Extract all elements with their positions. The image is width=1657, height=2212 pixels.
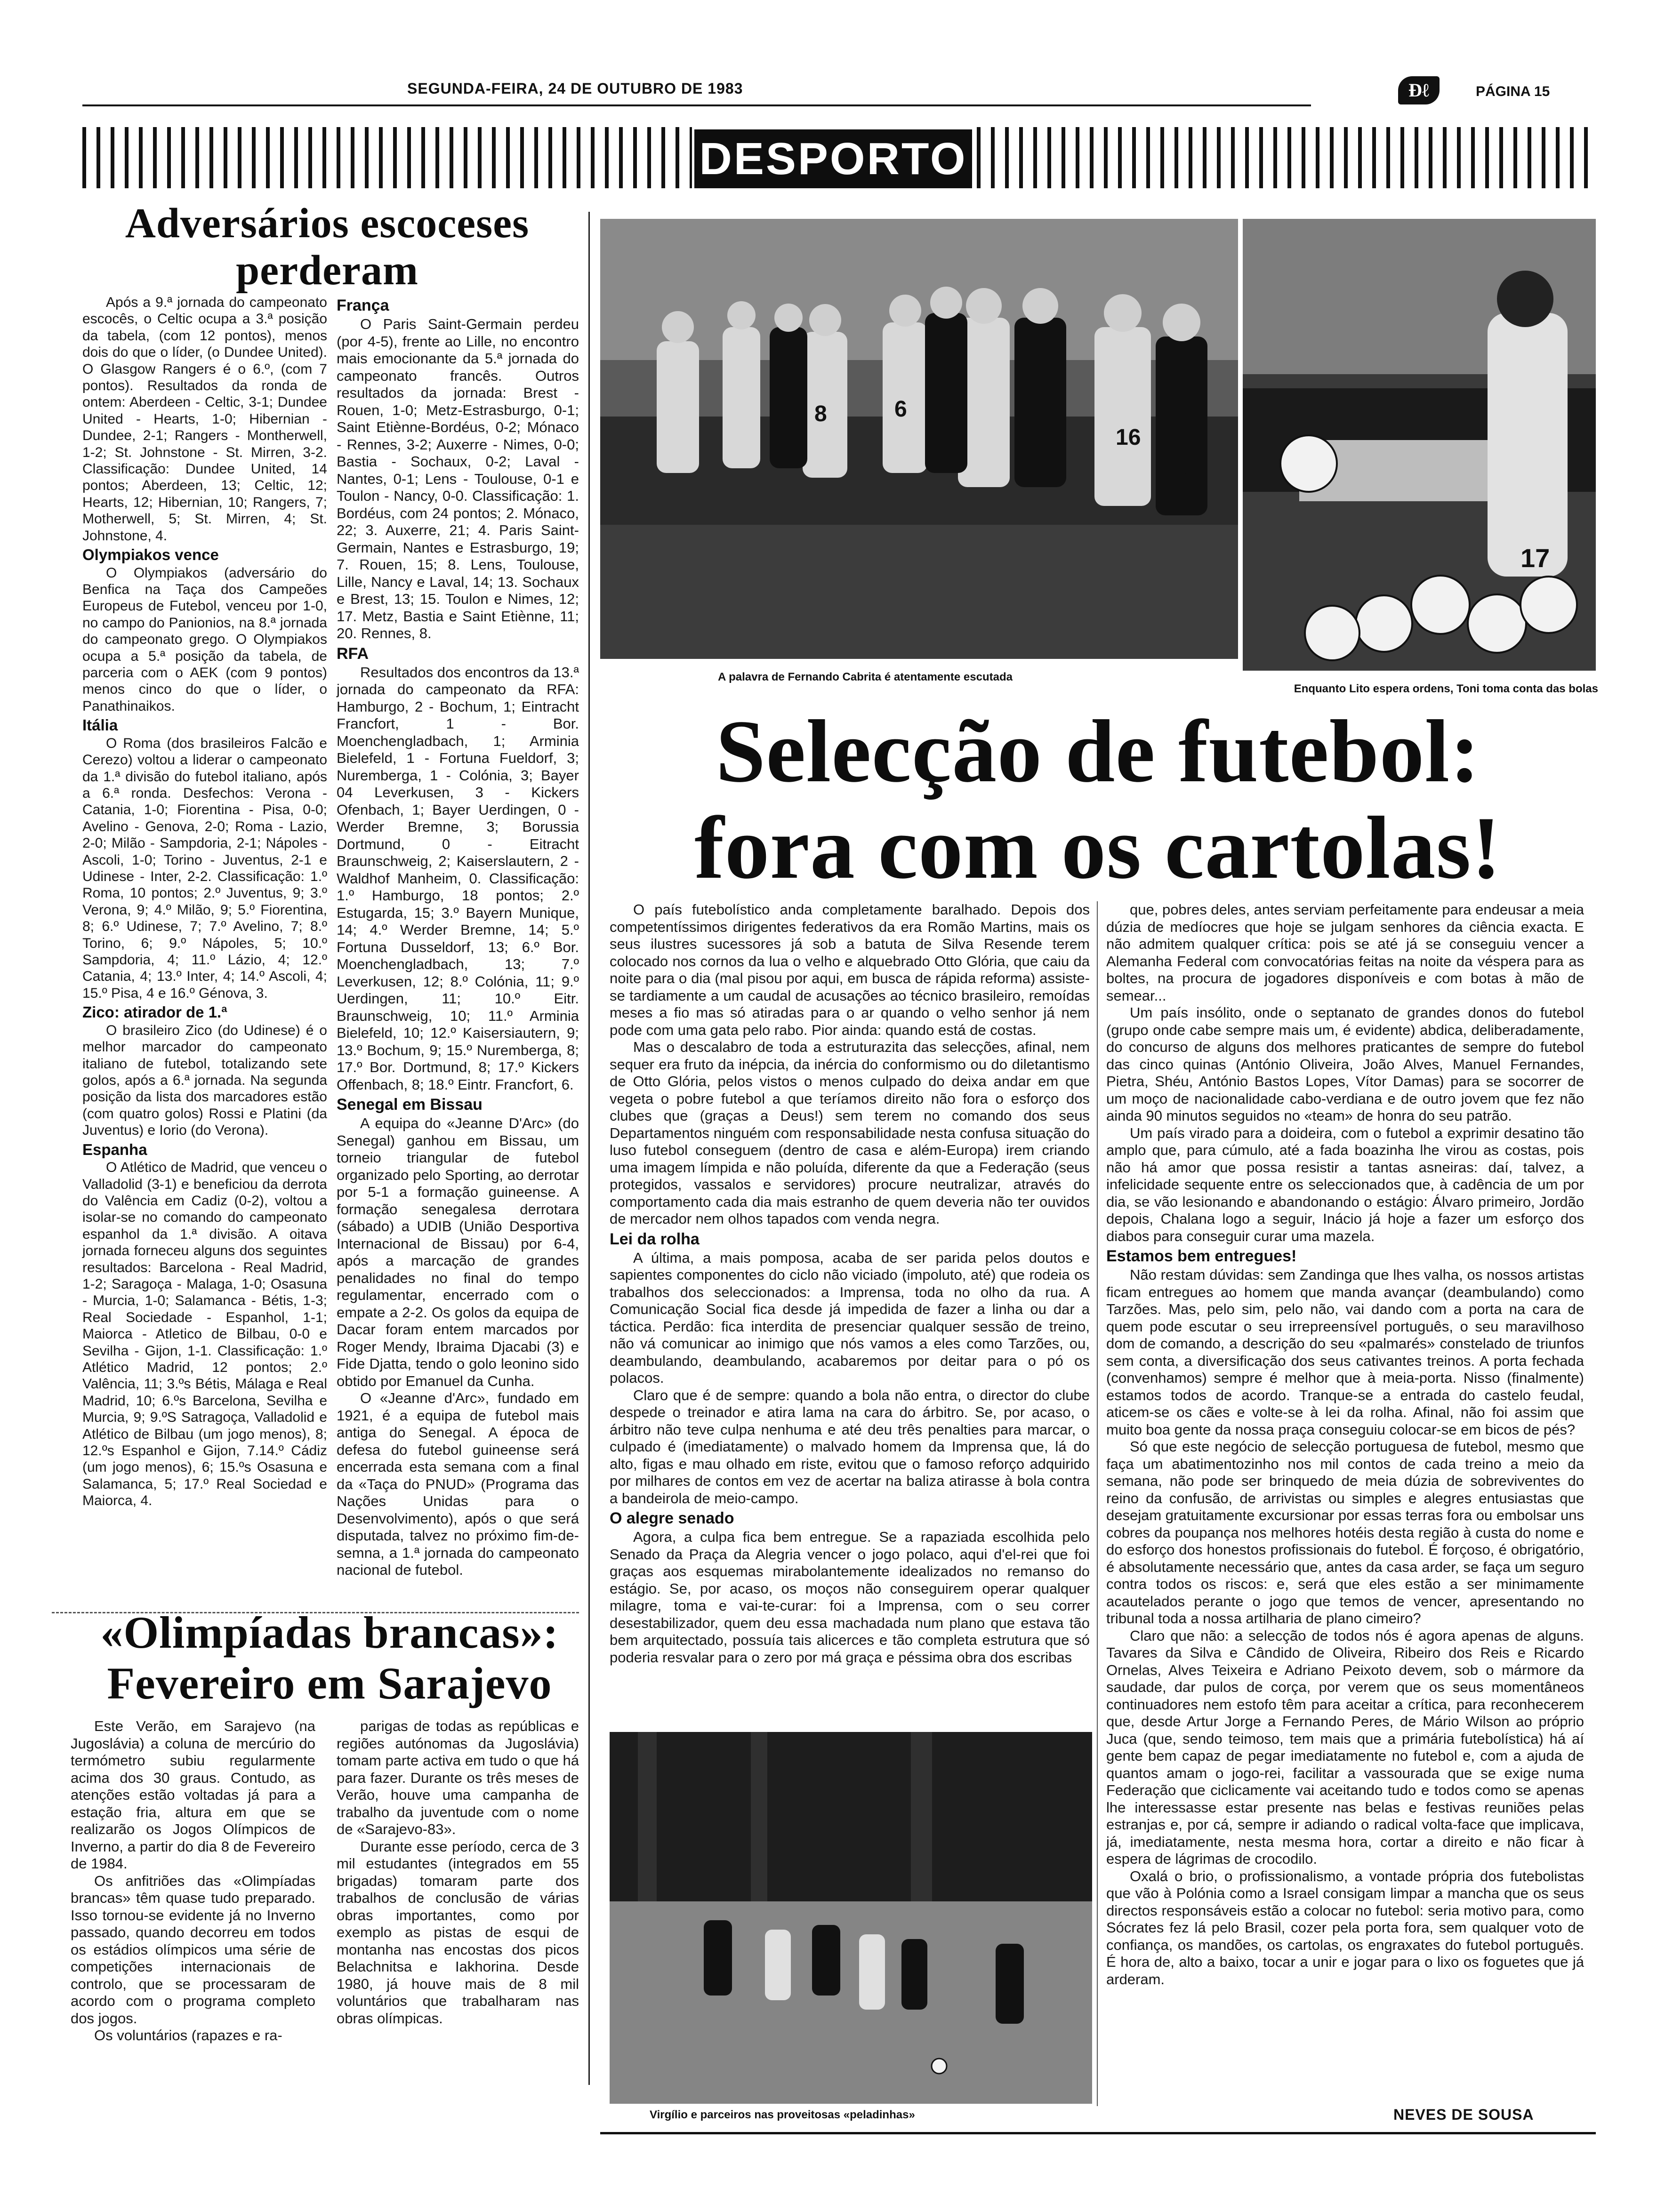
paragraph: Os voluntários (rapazes e ra- <box>94 2027 282 2044</box>
section-banner-right <box>977 127 1596 188</box>
paragraph: Mas o descalabro de toda a estruturazita das selecções, afinal, nem sequer era fruto da inépcia, da inércia do conformismo ou do diletantismo de Otto Glória, pelos vistos o menos culpado do deixa andar em que vegeta o pobre futebol a que teríamos direito não fora o esforço dos clubes que (graças a Deus!) sem terem no comando dos seus Departamentos ninguém com responsabilidade nesta confusa situação do luso futebol conseguem (dentro de casa e além-Europa) irem criando uma imagem límpida e não poluída, diferente da que a Federação (seus protegidos, vassalos e servidores) procure neutralizar, através do comportamento cada dia mais estranho de quem deveria não ter ouvidos de mercador nem olhos tapados com venda negra. <box>610 1039 1090 1227</box>
photo-toni-balls <box>1243 219 1596 671</box>
paragraph: que, pobres deles, antes serviam perfeitamente para endeusar a meia dúzia de medíocres que hoje se julgam senhores da ciência exacta. E não admitem qualquer crítica: pois se até já se conseguiu vencer a Alemanha Federal com convocatórias feitas na noite da véspera para as boltes, na procura de jogadores disponíveis e com botas à mão de semear... <box>1106 901 1585 1004</box>
paragraph: Não restam dúvidas: sem Zandinga que lhes valha, os nossos artistas ficam entregues ao homem que manda avançar (deambulando) como Tarzões. Mas, pelo sim, pelo não, vai dando com a porta na cara de quem pode escutar o seu irrepreensível português, o seu maravilhoso dom de comando, a descrição do seu «palmarés» constelado de triunfos sem conta, a diversificação dos seus cativantes treinos. A porta fechada (convenhamos) sempre é melhor que à meia-porta. Nisso (finalmente) estamos todos de acordo. Tranque-se a entrada do castelo feudal, aticem-se os cães e volte-se à lei da rolha. Afinal, não foi assim que muito boa gente da nossa praça conseguiu colocar-se em bicos de pés? <box>1106 1266 1584 1438</box>
subheading: O alegre senado <box>610 1509 734 1527</box>
paragraph: Claro que não: a selecção de todos nós é agora apenas de alguns. Tavares da Silva e Cândido de Oliveira, Ribeiro dos Reis e Ricardo Ornelas, Alves Teixeira e Adriano Peixoto devem, sob o mármore da saudade, dar pulos de corça, por verem que os seus momentâneos continuadores nem estofo têm para aceitar a crítica, para reconhecerem que, desde Artur Jorge a Fernando Peres, de Mário Wilson ao próprio Juca (que, sendo teimoso, tem mais que a primária futebolística) há aí gente bem capaz de pegar imediatamente no futebol e, com a ajuda de quantos amam o jogo-rei, facilitar a vassourada que se exige numa Federação que ciclicamente vai aceitando tudo e todos como se apenas lhe interessasse estar presente nas belas e festivas reuniões pelas estranjas e, por cá, sempre ir adiando o radical volta-face que implicava, já, imediatamente, nesta mesma hora, cortar a direito e não ficar à espera de lágrimas de crocodilo. <box>1106 1627 1584 1867</box>
paragraph: parigas de todas as repúblicas e regiões autónomas da Jugoslávia) tomam parte activa em tudo o que há para fazer. Durante os três meses de Verão, houve uma campanha de trabalho da juventude com o nome de «Sarajevo-83». <box>337 1718 579 1837</box>
footer-rule <box>600 2132 1596 2134</box>
paragraph: A equipa do «Jeanne D'Arc» (do Senegal) ganhou em Bissau, um torneio triangular de futebol organizado pelo Sporting, ao derrotar por 5-1 a formação guineense. A formação senegalesa derrotara (sábado) a UDIB (União Desportiva Internacional de Bissau) por 6-4, após a marcação de grandes penalidades no final do tempo regulamentar, encerrado com o empate a 2-2. Os golos da equipa de Dacar foram entem marcados por Roger Mendy, Ibraima Djacabi (3) e Fide Djatta, tendo o golo leonino sido obtido por Emanuel da Cunha. <box>337 1115 579 1389</box>
paragraph: O Paris Saint-Germain perdeu (por 4-5), frente ao Lille, no encontro mais emocionante da 5.ª jornada do campeonato francês. Outros resultados da jornada: Brest - Rouen, 1-0; Metz-Estrasburgo, 0-1; Saint Etiènne-Bordéus, 0-2; Mónaco - Rennes, 3-2; Auxerre - Nimes, 0-0; Bastia - Sochaux, 0-2; Laval - Nantes, 0-1; Lens - Toulouse, 0-1 e Toulon - Nancy, 0-0. Classificação: 1. Bordéus, com 24 pontos; 2. Mónaco, 22; 3. Auxerre, 21; 4. Paris Saint-Germain, Nantes e Estrasburgo, 19; 7. Rouen, 15; 8. Lens, Toulouse, Lille, Nancy e Laval, 14; 13. Sochaux e Brest, 13; 15. Toulon e Nimes, 12; 17. Metz, Bastia e Saint Etiènne, 11; 20. Rennes, 8. <box>337 316 579 641</box>
paragraph: A última, a mais pomposa, acaba de ser parida pelos doutos e sapientes componentes do ciclo não viciado (impoluto, até) que rodeia os trabalhos dos seleccionados: a Imprensa, toda no olho da rua. A Comunicação Social fica desde já impedida de fazer a linha ou dar a táctica. Perdão: fica interdita de presenciar qualquer sessão de treino, não vá comunicar ao inimigo que nós vamos a eles como Tarzões, ou, deambulando, deambulando, acabaremos por deitar para o pó os polacos. <box>610 1249 1090 1386</box>
subheading: Espanha <box>82 1140 147 1158</box>
svg-text:16: 16 <box>1116 425 1141 450</box>
olimpiadas-headline-line2: Fevereiro em Sarajevo <box>107 1658 552 1708</box>
paragraph: Agora, a culpa fica bem entregue. Se a rapaziada escolhida pelo Senado da Praça da Alegria vencer o jogo polaco, aqui d'el-rei que foi graças aos esquemas mirabolantemente idealizados no remanso do estágio. Se, por acaso, os moços não conseguirem operar qualquer milagre, toma e vai-te-curar: foi a Imprensa, com o seu correr desestabilizador, quem deu essa machadada num plano que estava tão bem arquitectado, possuía tais alicerces e tão completa estrutura que só poderia resvalar para o zero por má graça e péssima obra dos escribas <box>610 1529 1090 1666</box>
paragraph: Oxalá o brio, o profissionalismo, a vontade própria dos futebolistas que vão à Polónia como a Israel consigam limpar a mancha que os seus directos responsáveis estão a colocar no futebol: seria motivo para, como Sócrates fez lá pelo Brasil, cozer pela porta fora, sem qualquer voto de confiança, os mandões, os cartolas, os engraxates do futebol português. É hora de, alto a baixo, tocar a unir e jogar para o lixo os foguetes que já arderam. <box>1106 1867 1584 1988</box>
svg-text:2: 2 <box>1174 467 1187 492</box>
subheading: Zico: atirador de 1.ª <box>82 1003 227 1021</box>
svg-text:8: 8 <box>814 401 827 426</box>
olimpiadas-headline-line1: «Olimpíadas brancas»: <box>100 1607 559 1658</box>
column-divider <box>588 212 590 2085</box>
seleccao-headline-line2: fora com os cartolas! <box>694 799 1502 898</box>
seleccao-column-2 <box>1106 901 1584 1988</box>
subheading: Itália <box>82 716 118 734</box>
subheading: RFA <box>337 644 369 663</box>
paragraph: O Atlético de Madrid, que venceu o Valladolid (3-1) e beneficiou da derrota do Valência em Cadiz (0-2), voltou a isolar-se no comando do campeonato espanhol da 1.ª divisão. A oitava jornada forneceu alguns dos seguintes resultados: Barcelona - Real Madrid, 1-2; Saragoça - Malaga, 1-0; Osasuna - Murcia, 1-0; Salamanca - Bétis, 1-3; Real Sociedade - Espanhol, 1-1; Maiorca - Atletico de Bilbau, 0-0 e Sevilha - Gijon, 1-1. Classificação: 1.º Atlético Madrid, 12 pontos; 2.º Valência, 11; 3.ºs Bétis, Málaga e Real Madrid, 10; 6.ºs Barcelona, Sevilha e Murcia, 9; 9.ºS Satragoça, Valladolid e Atlético de Bilbau (um jogo menos), 8; 12.ºs Espanhol e Gijon, 7.14.º Cádiz (um jogo menos), 6; 15.ºs Osasuna e Salamanca, 5; 17.º Real Sociedad e Maiorca, 4. <box>82 1160 327 1509</box>
masthead-logo: Ɖℓ <box>1398 76 1440 104</box>
photo2-caption: Enquanto Lito espera ordens, Toni toma conta das bolas <box>1294 682 1598 695</box>
seleccao-headline <box>600 704 1596 897</box>
author-signature: NEVES DE SOUSA <box>1393 2106 1534 2123</box>
photo-peladinhas <box>610 1732 1092 2104</box>
paragraph: Este Verão, em Sarajevo (na Jugoslávia) a coluna de mercúrio do termómetro subiu regularmente acima dos 30 graus. Contudo, as atenções estão voltadas já para a estação fria, altura em que se realizarão os Jogos Olímpicos de Inverno, a partir do dia 8 de Fevereiro de 1984. <box>71 1718 315 1872</box>
seleccao-headline-line1: Selecção de futebol: <box>716 702 1480 801</box>
page-number: PÁGINA 15 <box>1476 84 1550 99</box>
photo1-caption: A palavra de Fernando Cabrita é atentamente escutada <box>718 671 1013 683</box>
escoceses-column-2 <box>337 294 579 1579</box>
paragraph: O Olympiakos (adversário do Benfica na Taça dos Campeões Europeus de Futebol, venceu por 1-0, no campo do Panionios, na 8.ª jornada do campeonato grego. O Olympiakos ocupa a 5.ª posição da tabela, de parceria com o AEK (com 9 pontos) menos cinco do que o líder, o Panathinaikos. <box>82 565 327 714</box>
olimpiadas-headline <box>71 1607 588 1709</box>
paragraph: O brasileiro Zico (do Udinese) é o melhor marcador do campeonato italiano de futebol, totalizando sete golos, após a 6.ª jornada. Na segunda posição da lista dos marcadores estão (com quatro golos) Rossi e Platini (da Juventus) e Iorio (do Verona). <box>82 1022 327 1138</box>
subheading: Olympiakos vence <box>82 546 219 564</box>
header-rule <box>82 104 1311 106</box>
paragraph: Os anfitriões das «Olimpíadas brancas» têm quase tudo preparado. Isso tornou-se evidente já no Inverno passado, quando decorreu em todos os estádios olímpicos uma série de competições internacionais de controlo, que se processaram de acordo com o programa completo dos jogos. <box>71 1872 315 2027</box>
escoceses-headline <box>92 200 563 294</box>
peladinhas-image <box>610 1732 1092 2104</box>
paragraph: O Roma (dos brasileiros Falcão e Cerezo) voltou a liderar o campeonato da 1.ª divisão do futebol italiano, após a 6.ª ronda. Desfechos: Verona - Catania, 1-0; Fiorentina - Pisa, 0-0; Avelino - Genova, 2-0; Roma - Lazio, 2-0; Milão - Sampdoria, 2-1; Nápoles - Ascoli, 1-0; Torino - Juventus, 2-1 e Udinese - Inter, 2-2. Classificação: 1.º Roma, 10 pontos; 2.º Juventus, 9; 3.º Verona, 9; 4.º Milão, 9; 5.º Fiorentina, 8; 6.º Udinese, 7; 7.º Avelino, 7; 8.º Torino, 6; 9.º Nápoles, 5; 10.º Sampdoria, 4; 11.º Lázio, 4; 12.º Catania, 4; 13.º Inter, 4; 14.º Ascoli, 4; 15.º Pisa, 4 e 16.º Génova, 3. <box>82 735 327 1001</box>
photo-training-group <box>600 219 1238 659</box>
paragraph: O país futebolístico anda completamente baralhado. Depois dos competentíssimos dirigentes federativos da era Romão Martins, mais os seus ilustres sucessores já sob a batuta de Silva Resende terem colocado nos cornos da lua o velho e alquebrado Otto Glória, que caiu da noite para o dia (mal pisou por aqui, em busca de rápida reforma) assiste-se tardiamente a um caudal de acusações ao técnico brasileiro, remoídas meses a fio mas só atiradas para o ar quando o velho senhor já nem pode com uma gata pelo rabo. Pior ainda: quando está de costas. <box>610 901 1090 1038</box>
escoceses-headline-line2: perderam <box>236 247 418 294</box>
subheading: França <box>337 297 389 314</box>
svg-text:17: 17 <box>1520 543 1550 573</box>
paragraph: O «Jeanne d'Arc», fundado em 1921, é a equipa de futebol mais antiga do Senegal. A época de defesa do futebol guineense será encerrada esta semana com a final da «Taça do PNUD» (Programa das Nações Unidas para o Desenvolvimento), após o que será disputada, talvez no próximo fim-de-semna, a 1.ª jornada do campeonato nacional de futebol. <box>337 1390 579 1578</box>
subheading: Senegal em Bissau <box>337 1096 483 1114</box>
olimpiadas-column-2 <box>337 1718 579 2027</box>
section-banner <box>694 129 972 188</box>
paragraph: Um país virado para a doideira, com o futebol a exprimir desatino tão amplo que, para cúmulo, até a fada boazinha lhe virou as costas, pois não há amor que possa resistir a tantas asneiras: daí, talvez, a infelicidade sequente entre os seleccionados que, à cadência de um por dia, se vão lesionando e abandonando o estágio: Álvaro primeiro, Jordão depois, Chalana logo a seguir, Inácio já hoje a fazer um esforço dos diabos para conseguir curar uma mazela. <box>1106 1124 1584 1244</box>
svg-text:6: 6 <box>894 397 907 422</box>
seleccao-column-1 <box>610 901 1090 1666</box>
paragraph: Só que este negócio de selecção portuguesa de futebol, mesmo que faça um abatimentozinho nos mil contos de cada treino a meio da semana, não pode ser brinquedo de meia dúzia de sobreviventes do reino da confusão, de arrivistas ou simples e alegres entusiastas que desejam gratuitamente excursionar por essas terras fora ou embolsar uns cobres da poupança nos melhores hotéis desta região à custa do nome e do esforço dos honestos profissionais do futebol. É forçoso, é obrigatório, é absolutamente necessário que, antes da casa arder, se faça um seguro contra todos os riscos: e, será que eles estão a ser minimamente acautelados perante o jogo que temos de vencer, apresentando no tribunal toda a nossa artilharia de plano cimeiro? <box>1106 1438 1584 1627</box>
seleccao-column-divider <box>1097 901 1098 2106</box>
paragraph: Claro que é de sempre: quando a bola não entra, o director do clube despede o treinador e atira lama na cara do árbitro. Se, por acaso, o árbitro não teve culpa nenhuma e até deu três penalties para marcar, o culpado é (imediatamente) o malvado homem da Imprensa que, lá do alto, figas e mau olhado em riste, evitou que o famoso reforço adquirido por milhares de contos em vez de acertar na baliza atirasse à bola contra a bandeirola de meio-campo. <box>610 1387 1090 1507</box>
section-title: DESPORTO <box>699 134 967 184</box>
dateline: SEGUNDA-FEIRA, 24 DE OUTUBRO DE 1983 <box>407 80 743 97</box>
escoceses-column-1 <box>82 294 327 1509</box>
paragraph: Resultados dos encontros da 13.ª jornada do campeonato da RFA: Hamburgo, 2 - Bochum, 1; Eintracht Francfort, 1 - Bor. Moenchengladbach, 1; Arminia Bielefeld, 1 - Fortuna Fueldorf, 3; Nuremberga, 1 - Colónia, 3; Bayer 04 Leverkusen, 3 - Kickers Ofenbach, 1; Bayer Uerdingen, 0 - Werder Bremne, 3; Borussia Dortmund, 0 - Eitracht Braunschweig, 2; Kaiserslautern, 2 - Waldhof Manheim, 0. Classificação: 1.º Hamburgo, 18 pontos; 2.º Estugarda, 15; 3.º Bayern Munique, 14; 4.º Werder Bremne, 14; 5.º Fortuna Dusseldorf, 13; 6.º Bor. Moenchengladbach, 13; 7.º Leverkusen, 12; 8.º Colónia, 11; 9.º Uerdingen, 11; 10.º Eitr. Braunschweig, 10; 11.º Arminia Bielefeld, 10; 12.º Kaisersiautern, 9; 13.º Bochum, 9; 15.º Nuremberga, 8; 17.º Bor. Dortmund, 8; 17.º Kickers Offenbach, 8; 18.º Eintr. Francfort, 6. <box>337 664 579 1093</box>
section-banner-left <box>82 127 692 188</box>
toni-balls-image <box>1243 219 1596 671</box>
paragraph: Durante esse período, cerca de 3 mil estudantes (integrados em 55 brigadas) tomaram parte dos trabalhos de conclusão de várias obras importantes, como por exemplo as pistas de esqui de montanha nas encostas dos picos Belachnitsa e Iakhorina. Desde 1980, já houve mais de 8 mil voluntários que trabalharam nas obras olímpicas. <box>337 1838 579 2027</box>
paragraph: Após a 9.ª jornada do campeonato escocês, o Celtic ocupa a 3.ª posição da tabela, (com 12 pontos), menos dois do que o líder, (o Dundee United). O Glasgow Rangers é o 6.º, (com 7 pontos). Resultados da ronda de ontem: Aberdeen - Celtic, 3-1; Dundee United - Hearts, 1-0; Hibernian - Dundee, 2-1; Rangers - Montherwell, 1-2; St. Johnstone - St. Mirren, 3-2. Classificação: Dundee United, 14 pontos; Aberdeen, 13; Celtic, 12; Hearts, 12; Hibernian, 10; Rangers, 7; Motherwell, 5; St. Mirren, 4; St. Johnstone, 4. <box>82 295 327 544</box>
olimpiadas-column-1 <box>71 1718 315 2044</box>
escoceses-headline-line1: Adversários escoceses <box>125 200 530 247</box>
photo3-caption: Virgílio e parceiros nas proveitosas «peladinhas» <box>650 2108 915 2121</box>
paragraph: Um país insólito, onde o septanato de grandes donos do futebol (grupo onde cabe sempre mais um, é evidente) abdica, deliberadamente, do concurso de alguns dos melhores praticantes de sempre do futebol das cinco quinas (António Oliveira, João Alves, Manuel Fernandes, Pietra, Shéu, António Bastos Lopes, Vítor Damas) para se socorrer de um moço de nacionalidade cabo-verdiana e de outro jovem que fez não ainda 90 minutos seguidos no «team» de honra do seu patrão. <box>1106 1004 1584 1124</box>
training-group-image <box>600 219 1238 659</box>
subheading: Estamos bem entregues! <box>1106 1247 1297 1265</box>
subheading: Lei da rolha <box>610 1230 700 1248</box>
page-header <box>82 80 1596 108</box>
